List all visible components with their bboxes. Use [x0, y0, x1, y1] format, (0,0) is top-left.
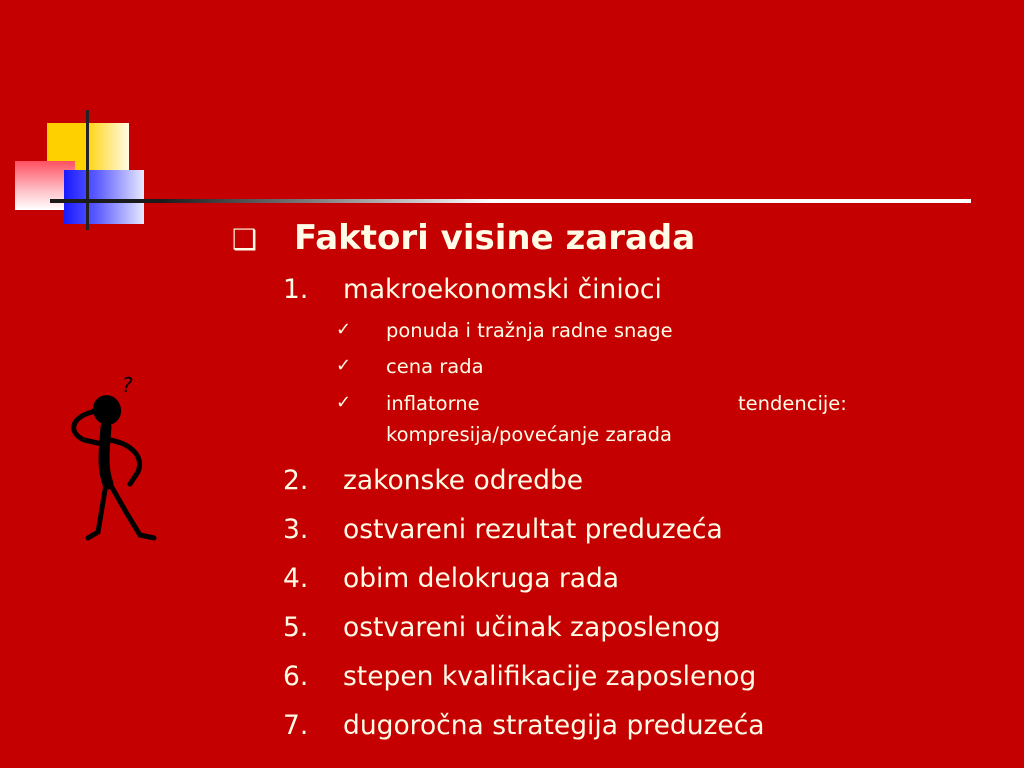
- sub-list-item-text: cena rada: [386, 355, 484, 378]
- list-item-number: 7.: [283, 710, 309, 741]
- checkmark-icon: ✓: [336, 319, 352, 340]
- list-item-text: makroekonomski činioci: [343, 274, 662, 305]
- list-item-number: 1.: [283, 274, 309, 305]
- list-item-number: 2.: [283, 465, 309, 496]
- slide-title-text: Faktori visine zarada: [294, 218, 696, 258]
- list-item-number: 5.: [283, 612, 309, 643]
- list-item-number: 4.: [283, 563, 309, 594]
- checkmark-icon: ✓: [336, 392, 352, 413]
- logo-blue-square: [64, 170, 144, 224]
- sub-list-item-text-right: tendencije:: [738, 392, 847, 415]
- list-item-number: 6.: [283, 661, 309, 692]
- question-mark-text: ?: [122, 373, 133, 397]
- list-item-text: ostvareni učinak zaposlenog: [343, 612, 721, 643]
- list-item-text: zakonske odredbe: [343, 465, 584, 496]
- list-item-text: dugoročna strategija preduzeća: [343, 710, 765, 741]
- slide-title: [232, 218, 695, 258]
- thinking-stick-figure-icon: [62, 372, 172, 547]
- sub-list-item-text: ponuda i tražnja radne snage: [386, 319, 673, 342]
- list-item-text: stepen kvalifikacije zaposlenog: [343, 661, 757, 692]
- title-divider-line: [50, 199, 971, 203]
- square-bullet-icon: ❑: [232, 223, 258, 256]
- list-item-text: obim delokruga rada: [343, 563, 620, 594]
- list-item-number: 3.: [283, 514, 309, 545]
- logo-vertical-line: [86, 110, 89, 230]
- sub-list-item-text-line2: kompresija/povećanje zarada: [386, 423, 672, 446]
- list-item-text: ostvareni rezultat preduzeća: [343, 514, 723, 545]
- sub-list-item-text: inflatorne: [386, 392, 480, 415]
- checkmark-icon: ✓: [336, 355, 352, 376]
